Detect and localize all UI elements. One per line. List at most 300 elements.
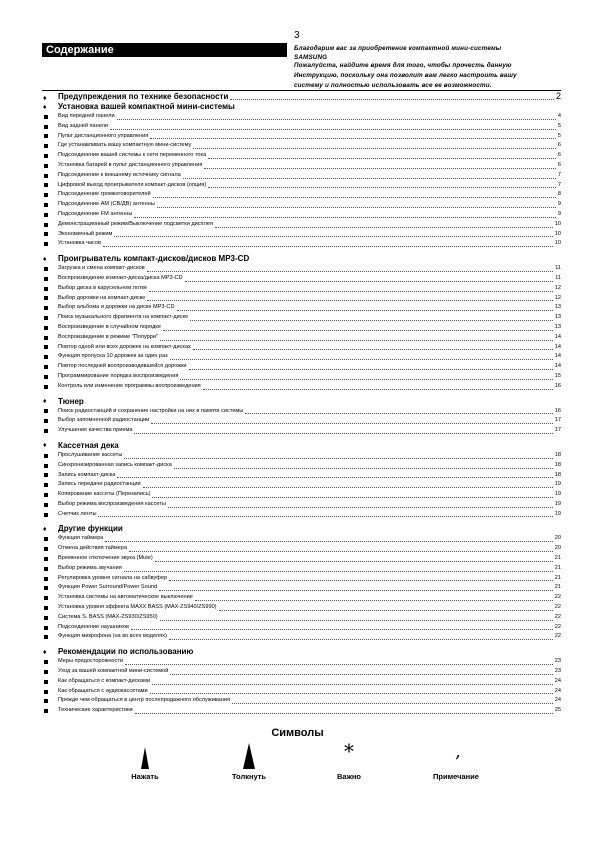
symbol-label: Толкнуть [231, 772, 267, 781]
toc-entry[interactable] [42, 220, 561, 230]
square-bullet-icon [42, 603, 58, 613]
square-bullet-icon [42, 132, 58, 142]
toc-entry-page: 20 [554, 545, 561, 552]
toc-entry[interactable] [42, 239, 561, 249]
toc-entry-label: Воспроизведение в случайном порядке [58, 323, 161, 330]
toc-entry-page: 12 [554, 294, 561, 301]
dot-leader [204, 168, 556, 169]
toc-entry-page: 16 [554, 382, 561, 389]
dot-leader [150, 138, 556, 139]
dot-leader [125, 664, 553, 665]
diamond-bullet-icon: ♦ [43, 525, 47, 533]
dot-leader [147, 300, 553, 301]
dot-leader [180, 379, 552, 380]
dot-leader [153, 197, 556, 198]
diamond-bullet-icon: ♦ [43, 103, 47, 111]
toc-entry[interactable] [42, 284, 561, 294]
dot-leader [117, 119, 556, 120]
toc-entry-label: Прежде чем обращаться в центр послепродажного обслуживания [58, 697, 230, 704]
dot-leader [208, 187, 556, 188]
toc-entry-page: 4 [557, 113, 561, 119]
square-bullet-icon [42, 141, 58, 151]
toc-entry-page: 7 [557, 181, 561, 188]
toc-entry-label: Цифровой выход проигрывателя компакт-дисков (опция) [58, 181, 207, 188]
toc-entry-page: 24 [554, 697, 561, 704]
toc-entry-label: Подсоединение наушников [58, 623, 129, 630]
toc-entry-label: Подсоединение FM антенны [58, 210, 133, 217]
dot-leader [170, 674, 552, 675]
toc-entry[interactable] [42, 667, 561, 677]
dot-leader [208, 158, 556, 159]
toc-entry-label: Установка батарей в пульт дистанционного управления [58, 161, 203, 168]
toc-entry-label: Поиск радиостанций и сохранение настройки на них в памяти системы [58, 407, 244, 414]
dot-leader [169, 639, 553, 640]
toc-entry-label: Загрузка и смена компакт-дисков [58, 265, 145, 272]
toc-entry[interactable] [42, 677, 561, 687]
toc-entry[interactable] [42, 352, 561, 362]
square-bullet-icon [42, 500, 58, 510]
toc-entry[interactable] [42, 230, 561, 240]
symbols-title: Символы [271, 727, 324, 739]
square-bullet-icon [42, 352, 58, 362]
toc-entry-page: 11 [555, 265, 561, 272]
square-bullet-icon [42, 574, 58, 584]
toc-entry-label: Система S. BASS (MAX-ZS930/ZS950) [58, 613, 158, 620]
toc-entry-page: 6 [557, 161, 561, 168]
toc-entry-page: 14 [554, 353, 561, 360]
toc-entry-label: Синхронизированная запись компакт-диска [58, 461, 172, 468]
toc-entry-page: 18 [554, 471, 561, 478]
toc-entry-label: Повтор одной или всех дорожек на компакт-дисках [58, 343, 191, 350]
toc-entry[interactable] [42, 451, 561, 461]
toc-entry-label: Подсоединение к внешнему источнику сигнала [58, 171, 181, 178]
dot-leader [177, 310, 553, 311]
toc-entry[interactable] [42, 613, 561, 623]
toc-entry-page: 23 [554, 658, 561, 665]
toc-entry-label: Где устанавливать вашу компактную мини-систему [58, 142, 192, 149]
square-bullet-icon [42, 303, 58, 313]
dot-leader [168, 507, 553, 508]
toc-entry-page: 10 [554, 240, 561, 247]
square-bullet-icon [42, 230, 58, 240]
toc-entry-page: 6 [557, 152, 561, 159]
toc-entry-label: Установка уровня эффекта MAXX BASS (MAX-ZS940/ZS990) [58, 604, 217, 611]
dot-leader [134, 217, 556, 218]
toc-entry-page: 11 [555, 274, 561, 281]
toc-entry[interactable] [42, 210, 561, 220]
dot-leader [159, 590, 553, 591]
toc-entry[interactable] [42, 274, 561, 284]
toc-entry[interactable] [42, 382, 561, 392]
dot-leader [189, 369, 553, 370]
square-bullet-icon [42, 564, 58, 574]
toc-entry-page: 13 [554, 314, 561, 321]
toc-entry[interactable] [42, 544, 561, 554]
dot-leader [155, 561, 553, 562]
square-bullet-icon [42, 151, 58, 161]
dot-leader [215, 227, 553, 228]
toc-entry[interactable] [42, 190, 561, 200]
toc-entry-label: Установка часов [58, 240, 101, 247]
toc-entry-page: 16 [554, 407, 561, 414]
toc-entry-page: 21 [554, 564, 561, 571]
dot-leader [245, 413, 552, 414]
dot-leader [124, 458, 552, 459]
diamond-bullet-icon: ♦ [43, 398, 47, 406]
toc-entry-page: 21 [554, 574, 561, 581]
square-bullet-icon [42, 220, 58, 230]
toc-entry[interactable] [42, 461, 561, 471]
toc-entry-label: Выбор режима воспроизведения кассеты [58, 500, 166, 507]
toc-entry-page: 22 [554, 633, 561, 640]
toc-entry[interactable] [42, 294, 561, 304]
toc-entry[interactable] [42, 323, 561, 333]
square-bullet-icon [42, 480, 58, 490]
toc-entry-label: Меры предосторожности [58, 658, 124, 665]
toc-entry-label: Экономичный режим [58, 230, 113, 237]
dot-leader [135, 713, 553, 714]
square-bullet-icon [42, 490, 58, 500]
toc-section-heading[interactable] [42, 647, 561, 657]
square-bullet-icon [42, 239, 58, 249]
square-bullet-icon [42, 333, 58, 343]
diamond-bullet-icon: ♦ [43, 95, 47, 102]
square-bullet-icon [42, 284, 58, 294]
symbol-push [204, 745, 294, 781]
square-bullet-icon [42, 696, 58, 706]
toc-entry-page: 22 [554, 623, 561, 630]
toc-entry-label: Уход за вашей компактной мини-системой [58, 668, 169, 675]
toc-entry[interactable] [42, 141, 561, 151]
square-bullet-icon [42, 687, 58, 697]
toc-entry-label: Улучшение качества приема [58, 427, 133, 434]
toc-heading-label: Другие функции [58, 524, 123, 534]
square-bullet-icon [42, 210, 58, 220]
square-bullet-icon [42, 657, 58, 667]
square-bullet-icon [42, 294, 58, 304]
toc-entry[interactable] [42, 112, 561, 122]
toc-entry[interactable] [42, 603, 561, 613]
toc-entry-page: 5 [557, 122, 561, 129]
dot-leader [219, 610, 553, 611]
dot-leader [117, 477, 552, 478]
toc-entry-label: Как обращаться с компакт-дисками [58, 677, 151, 684]
toc-safety-page: 2 [555, 91, 561, 101]
toc-entry-label: Воспроизведение компакт-диска/диска MP3-CD [58, 274, 183, 281]
toc-entry-page: 14 [554, 363, 561, 370]
toc-entry-page: 14 [554, 343, 561, 350]
diamond-bullet-icon: ♦ [43, 255, 47, 263]
dot-leader [152, 684, 553, 685]
dot-leader [230, 99, 554, 100]
dot-leader [110, 129, 556, 130]
square-bullet-icon [42, 593, 58, 603]
toc-entry-label: Контроль или изменение программы воспроизведения [58, 382, 201, 389]
intro-text [294, 44, 562, 91]
toc-entry-page: 5 [557, 132, 561, 139]
toc-entry-label: Установка системы на автоматическое выключение [58, 594, 193, 601]
toc-entry-page: 22 [554, 594, 561, 601]
square-bullet-icon [42, 544, 58, 554]
toc-entry-label: Демонстрационный режим/Выключение подсветки дисплея [58, 220, 213, 227]
toc-safety-label: Предупреждения по технике безопасности [58, 92, 229, 101]
toc-entry[interactable] [42, 303, 561, 313]
toc-entry[interactable] [42, 480, 561, 490]
toc-entry[interactable] [42, 426, 561, 436]
toc-entry-label: Временное отключение звука (Mute) [58, 555, 153, 562]
square-bullet-icon [42, 426, 58, 436]
toc-entry-label: Выбор запомненной радиостанции [58, 417, 150, 424]
square-bullet-icon [42, 471, 58, 481]
toc-entry-label: Выбор диска в карусельном лотке [58, 284, 148, 291]
square-bullet-icon [42, 161, 58, 171]
table-of-contents [42, 91, 561, 716]
toc-entry[interactable] [42, 583, 561, 593]
square-bullet-icon [42, 583, 58, 593]
square-bullet-icon [42, 122, 58, 132]
toc-entry[interactable] [42, 343, 561, 353]
square-bullet-icon [42, 451, 58, 461]
toc-entry[interactable] [42, 657, 561, 667]
dot-leader [98, 516, 552, 517]
dot-leader [131, 629, 553, 630]
intro-line: Пожалуйста, найдите время для того, чтобы прочесть данную [294, 62, 512, 69]
toc-entry-page: 20 [554, 535, 561, 542]
square-bullet-icon [42, 372, 58, 382]
toc-entry[interactable] [42, 554, 561, 564]
square-bullet-icon [42, 706, 58, 716]
square-bullet-icon [42, 343, 58, 353]
toc-entry[interactable] [42, 500, 561, 510]
toc-entry-page: 18 [554, 461, 561, 468]
toc-entry-page: 15 [554, 372, 561, 379]
toc-entry[interactable] [42, 200, 561, 210]
dot-leader [149, 291, 553, 292]
dot-leader [147, 271, 554, 272]
symbol-important [304, 739, 394, 781]
dot-leader [124, 571, 553, 572]
toc-entry[interactable] [42, 416, 561, 426]
toc-entry[interactable] [42, 490, 561, 500]
toc-entry[interactable] [42, 687, 561, 697]
toc-entry-page: 22 [554, 613, 561, 620]
dot-leader [170, 359, 553, 360]
important-icon: * [344, 739, 354, 763]
toc-entry-label: Выбор режима звучания [58, 564, 122, 571]
toc-entry-label: Подсоединение AM (СВ/ДВ) антенны [58, 201, 155, 208]
toc-entry-label: Отмена действия таймера [58, 545, 128, 552]
square-bullet-icon [42, 632, 58, 642]
square-bullet-icon [42, 313, 58, 323]
dot-leader [160, 620, 553, 621]
square-bullet-icon [42, 534, 58, 544]
toc-entry-label: Подсоединение вашей системы к сети переменного тока [58, 152, 207, 159]
dot-leader [183, 178, 556, 179]
square-bullet-icon [42, 416, 58, 426]
toc-entry[interactable] [42, 313, 561, 323]
toc-entry-page: 21 [554, 555, 561, 562]
toc-entry-page: 17 [554, 417, 561, 424]
toc-entry-label: Регулировка уровня сигнала на сабвуфер [58, 574, 168, 581]
toc-entry-label: Выбор дорожки на компакт-диске [58, 294, 146, 301]
toc-entry-label: Подсоединение громкоговорителей [58, 191, 151, 198]
dot-leader [143, 487, 553, 488]
toc-entry[interactable] [42, 407, 561, 417]
square-bullet-icon [42, 510, 58, 520]
square-bullet-icon [42, 382, 58, 392]
toc-heading-label: Проигрыватель компакт-дисков/дисков MP3-CD [58, 254, 250, 264]
toc-entry[interactable] [42, 574, 561, 584]
toc-section-heading[interactable] [42, 397, 561, 407]
toc-entry[interactable] [42, 706, 561, 716]
toc-entry[interactable] [42, 696, 561, 706]
toc-entry-label: Функция Power Surround/Power Sound [58, 584, 158, 591]
intro-line: систему и полностью использовать все ее возможности. [294, 82, 492, 89]
toc-entry-page: 21 [554, 584, 561, 591]
toc-entry[interactable] [42, 510, 561, 520]
toc-entry[interactable] [42, 471, 561, 481]
toc-entry-page: 25 [554, 707, 561, 714]
toc-entry-label: Функция микрофона (на во всех моделях) [58, 633, 167, 640]
square-bullet-icon [42, 407, 58, 417]
toc-entry-page: 19 [554, 500, 561, 507]
toc-entry[interactable] [42, 593, 561, 603]
toc-entry-page: 7 [557, 171, 561, 178]
diamond-bullet-icon: ♦ [43, 442, 47, 450]
square-bullet-icon [42, 613, 58, 623]
toc-entry[interactable] [42, 264, 561, 274]
toc-entry-page: 19 [554, 491, 561, 498]
intro-line: SAMSUNG [294, 54, 328, 61]
toc-entry[interactable] [42, 623, 561, 633]
toc-entry[interactable] [42, 132, 561, 142]
dot-leader [169, 580, 553, 581]
toc-entry-label: Функция пропуска 10 дорожек за один раз [58, 353, 168, 360]
square-bullet-icon [42, 362, 58, 372]
dot-leader [152, 497, 552, 498]
toc-entry[interactable] [42, 534, 561, 544]
dot-leader [195, 600, 553, 601]
toc-entry[interactable] [42, 333, 561, 343]
dot-leader [190, 320, 553, 321]
toc-heading-label: Тюнер [58, 396, 84, 406]
page-number: 3 [294, 30, 300, 41]
toc-entry[interactable] [42, 181, 561, 191]
square-bullet-icon [42, 554, 58, 564]
dot-leader [134, 433, 552, 434]
toc-entry-label: Воспроизведение в режиме "Попурри" [58, 333, 159, 340]
toc-entry-label: Выбор альбома и дорожки на диске MP3-CD [58, 304, 175, 311]
square-bullet-icon [42, 274, 58, 284]
toc-entry-label: Прослушивание кассеты [58, 451, 123, 458]
dot-leader [232, 703, 553, 704]
toc-entry-label: Повтор последней воспроизводившейся дорожки [58, 363, 187, 370]
dot-leader [105, 541, 552, 542]
toc-entry[interactable] [42, 151, 561, 161]
square-bullet-icon [42, 181, 58, 191]
intro-line: Инструкцию, поскольку она позволит вам легко настроить вашу [294, 72, 517, 79]
toc-entry[interactable] [42, 122, 561, 132]
toc-entry-label: Вид передней панели [58, 113, 115, 119]
dot-leader [203, 389, 553, 390]
toc-entry-label: Запись передачи радиостанции [58, 481, 141, 488]
toc-entry-label: Копирование кассеты (Перезапись) [58, 491, 151, 498]
toc-entry-page: 12 [554, 284, 561, 291]
toc-entry-label: Поиск музыкального фрагмента на компакт-диске [58, 314, 189, 321]
toc-entry[interactable] [42, 564, 561, 574]
toc-section-heading[interactable] [42, 254, 561, 264]
note-icon: , [455, 741, 461, 762]
square-bullet-icon [42, 667, 58, 677]
toc-entry-label: Запись компакт-диска [58, 471, 116, 478]
toc-entry-label: Программирование порядка воспроизведения [58, 372, 179, 379]
symbol-note [411, 741, 501, 781]
toc-safety-row[interactable] [42, 91, 561, 102]
contents-title: Содержание [42, 43, 287, 57]
toc-entry[interactable] [42, 362, 561, 372]
intro-line: Благодарим вас за приобретение компактной мини-системы [294, 45, 502, 52]
toc-heading-label: Кассетная дека [58, 440, 119, 450]
toc-entry-page: 6 [557, 142, 561, 149]
square-bullet-icon [42, 677, 58, 687]
toc-entry-page: 14 [554, 333, 561, 340]
dot-leader [174, 468, 553, 469]
toc-section-heading[interactable] [42, 524, 561, 534]
toc-entry-page: 9 [557, 201, 561, 208]
toc-entry-label: Функция таймера [58, 535, 104, 542]
toc-entry-page: 8 [557, 191, 561, 198]
toc-entry-page: 10 [554, 220, 561, 227]
toc-entry-label: Технические характеристики [58, 707, 133, 714]
toc-entry-label: Вид задней панели [58, 122, 109, 129]
dot-leader [193, 148, 556, 149]
dot-leader [114, 236, 552, 237]
toc-entry-page: 19 [554, 510, 561, 517]
dot-leader [129, 551, 553, 552]
toc-entry-page: 18 [554, 451, 561, 458]
toc-entry-label: Как обращаться с аудиокассетами [58, 687, 148, 694]
toc-entry-page: 17 [554, 427, 561, 434]
dot-leader [150, 693, 553, 694]
toc-entry-page: 22 [554, 604, 561, 611]
dot-leader [103, 246, 553, 247]
toc-entry-page: 9 [557, 210, 561, 217]
toc-entry-page: 13 [554, 304, 561, 311]
toc-entry[interactable] [42, 632, 561, 642]
toc-entry-label: Пульт дистанционного управления [58, 132, 149, 139]
dot-leader [185, 281, 554, 282]
toc-entry-page: 23 [554, 668, 561, 675]
symbol-press [100, 745, 190, 781]
toc-entry-page: 13 [554, 323, 561, 330]
square-bullet-icon [42, 190, 58, 200]
dot-leader [160, 340, 553, 341]
toc-heading-label: Рекомендации по использованию [58, 647, 194, 657]
square-bullet-icon [42, 264, 58, 274]
dot-leader [163, 330, 553, 331]
toc-section-heading[interactable] [42, 441, 561, 451]
symbol-label: Нажать [131, 772, 159, 781]
square-bullet-icon [42, 171, 58, 181]
toc-entry[interactable] [42, 372, 561, 382]
toc-section-heading[interactable] [42, 102, 561, 112]
toc-entry[interactable] [42, 171, 561, 181]
square-bullet-icon [42, 623, 58, 633]
toc-entry-page: 24 [554, 677, 561, 684]
toc-entry[interactable] [42, 161, 561, 171]
dot-leader [193, 349, 553, 350]
square-bullet-icon [42, 323, 58, 333]
